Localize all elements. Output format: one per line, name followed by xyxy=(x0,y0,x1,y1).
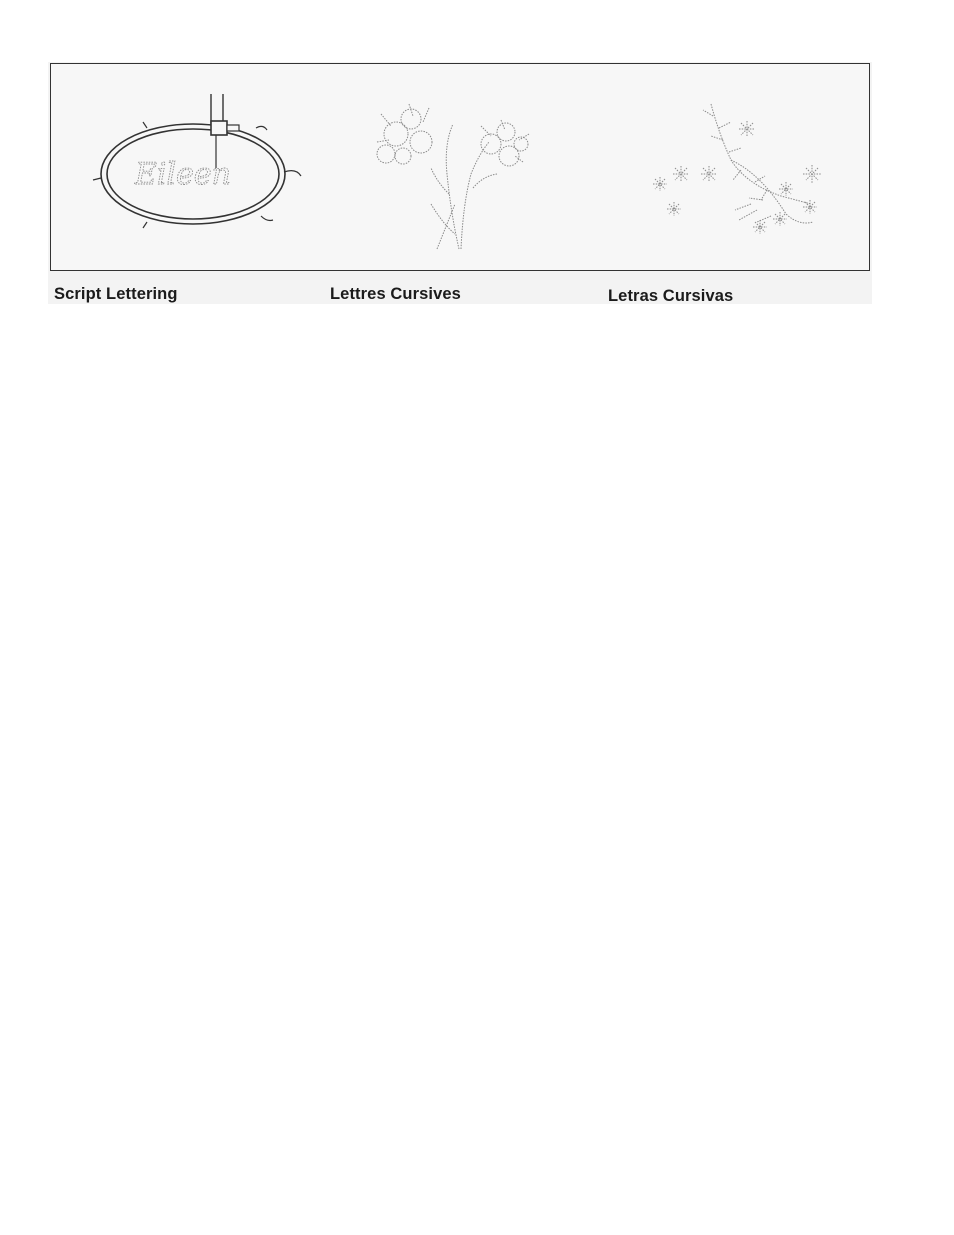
hoop-lettering: Eileen xyxy=(135,157,231,192)
caption-spanish: Letras Cursivas xyxy=(608,287,734,305)
caption-french: Lettres Cursives xyxy=(330,285,461,303)
embroidery-illustration xyxy=(50,63,870,271)
flower-motif-icon xyxy=(377,104,529,249)
starflower-spray-icon xyxy=(653,104,821,234)
caption-english: Script Lettering xyxy=(54,285,178,303)
